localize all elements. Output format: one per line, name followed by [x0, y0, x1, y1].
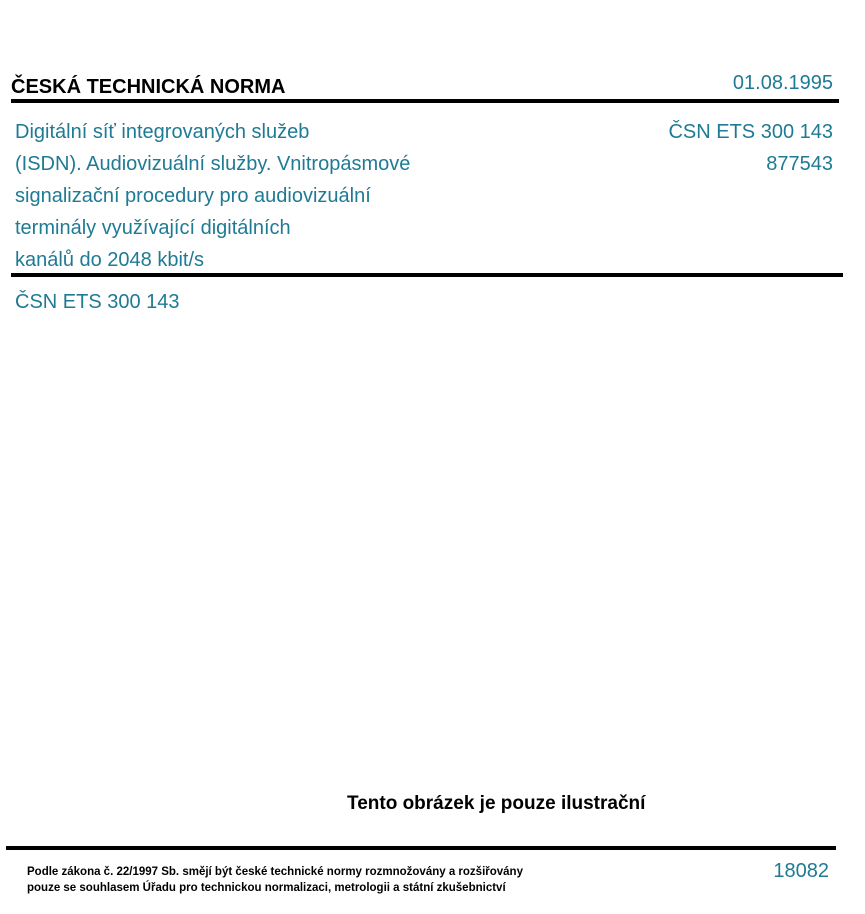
standard-sub-code: ČSN ETS 300 143 — [15, 291, 180, 313]
standard-title-line: kanálů do 2048 kbit/s — [15, 249, 205, 271]
standard-title-line: Digitální síť integrovaných služeb — [15, 121, 310, 143]
standard-title — [15, 116, 410, 276]
footer-divider — [6, 846, 836, 850]
header-divider — [11, 99, 839, 103]
title-divider — [11, 273, 843, 277]
publication-date: 01.08.1995 — [732, 72, 833, 94]
standard-title-line: terminály využívající digitálních — [15, 217, 291, 239]
document-type-title: ČESKÁ TECHNICKÁ NORMA — [11, 76, 286, 98]
standard-title-line: (ISDN). Audiovizuální služby. Vnitropásmové — [15, 153, 411, 175]
class-number: 877543 — [766, 153, 833, 175]
standard-identifiers — [668, 116, 833, 180]
standard-title-line: signalizační procedury pro audiovizuální — [15, 185, 371, 207]
legal-notice-line: Podle zákona č. 22/1997 Sb. smějí být české technické normy rozmnožovány a rozšiřovány — [27, 866, 523, 878]
illustration-notice: Tento obrázek je pouze ilustrační — [347, 793, 646, 814]
legal-notice-line: pouze se souhlasem Úřadu pro technickou normalizaci, metrologii a státní zkušebnictví — [27, 882, 506, 894]
standard-code: ČSN ETS 300 143 — [668, 121, 833, 143]
catalog-number: 18082 — [773, 860, 829, 882]
legal-notice — [27, 864, 523, 896]
